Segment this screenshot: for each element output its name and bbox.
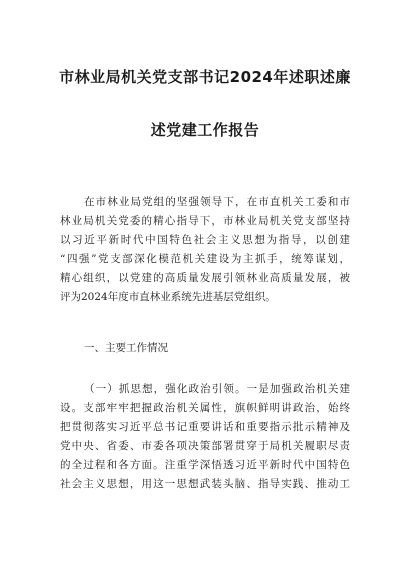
section-paragraph-line: 的全过程和各方面。注重学深悟透习近平新时代中国特色 bbox=[60, 459, 350, 471]
intro-paragraph-line: 林业局机关党委的精心指导下，市林业局机关党支部坚持 bbox=[60, 215, 350, 227]
section-paragraph-line: 设。支部牢牢把握政治机关属性，旗帜鲜明讲政治，始终 bbox=[60, 402, 350, 414]
section-paragraph-line: 党中央、省委、市委各项决策部署贯穿于局机关履职尽责 bbox=[60, 440, 350, 452]
section-paragraph-line: 社会主义思想，用这一思想武装头脑、指导实践、推动工 bbox=[60, 478, 350, 490]
intro-paragraph-line: 以习近平新时代中国特色社会主义思想为指导，以创建 bbox=[60, 234, 350, 246]
intro-paragraph-line: “四强”党支部深化模范机关建设为主抓手，统筹谋划， bbox=[60, 253, 350, 265]
intro-paragraph-line: 精心组织，以党建的高质量发展引领林业高质量发展，被 bbox=[60, 272, 350, 284]
section-paragraph-line: （一）抓思想，强化政治引领。一是加强政治机关建 bbox=[84, 383, 350, 395]
section-paragraph-line: 把贯彻落实习近平总书记重要讲话和重要指示批示精神及 bbox=[60, 421, 350, 433]
section-heading: 一、主要工作情况 bbox=[84, 342, 168, 354]
intro-paragraph-line: 在市林业局党组的坚强领导下，在市直机关工委和市 bbox=[84, 196, 350, 208]
intro-paragraph-line: 评为2024年度市直林业系统先进基层党组织。 bbox=[60, 291, 276, 303]
document-title-line-2: 述党建工作报告 bbox=[150, 121, 260, 139]
document-title-line-1: 市林业局机关党支部书记2024年述职述廉 bbox=[59, 68, 351, 86]
